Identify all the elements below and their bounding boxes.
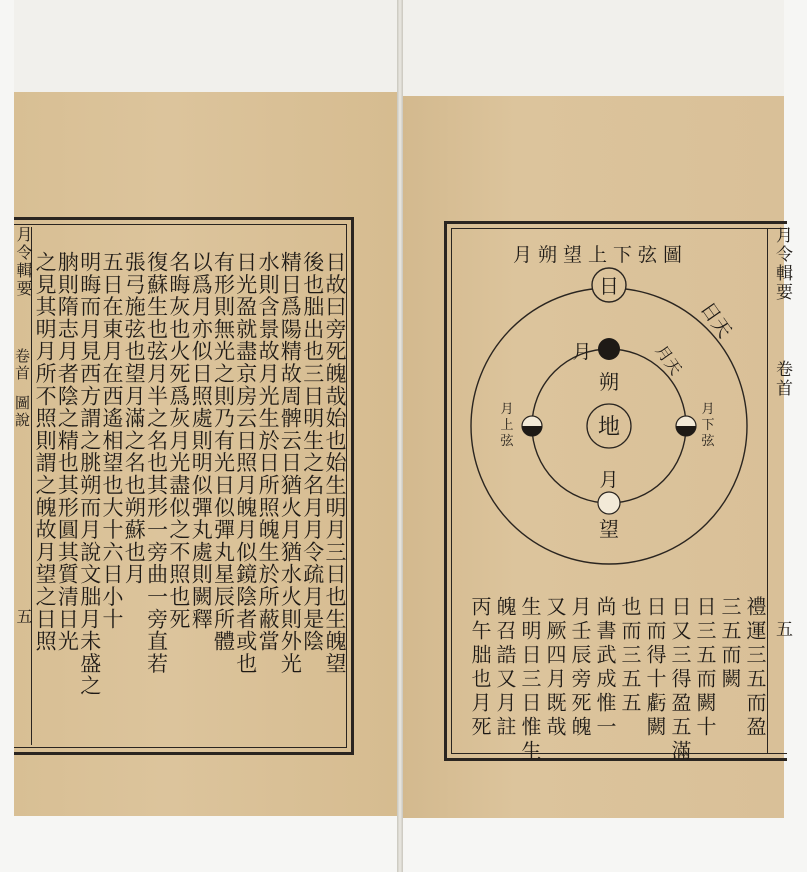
right-text-column: 日而得十虧闕	[643, 596, 667, 740]
sun-label: 日	[599, 274, 619, 298]
left-banxin-section: 圖說	[13, 395, 31, 429]
last-quarter-label-3: 弦	[701, 434, 715, 449]
right-text-column: 魄召誥又月註	[493, 596, 517, 740]
full-moon-moon-label: 月	[599, 469, 619, 491]
right-text-column: 生明日三日惟生	[518, 596, 542, 764]
right-banxin-title: 月令輯要	[772, 226, 792, 302]
left-banxin-title: 月令輯要	[14, 226, 33, 298]
left-text-column: 之見其明月所不照則謂之魄故月望之日照	[33, 251, 58, 653]
diagram-title: 月朔望上下弦圖	[513, 244, 689, 266]
last-quarter-label-2: 下	[701, 418, 715, 433]
new-moon-disc	[598, 338, 620, 360]
left-text-column: 後也朏出也三日明生之名月月令疏月是陰	[300, 251, 325, 653]
left-text-column: 精日爲陽精故周髀云日猶火月猶水火則外光	[278, 251, 303, 675]
right-folio: 五	[772, 620, 792, 639]
right-text-column: 三五而闕	[718, 596, 742, 692]
left-text-column: 明晦而月見西方謂之朓朔而月說文朏月未盛之	[77, 251, 102, 697]
first-quarter-label-1: 月	[500, 402, 514, 417]
left-folio: 五	[14, 608, 33, 626]
left-text-column: 五日在東月在西遙相望也大十六日小十	[100, 251, 124, 631]
right-text-column: 丙午朏也月死	[468, 596, 492, 740]
left-text-column: 有形則無光之則乃有光日似彈丸星辰所體	[211, 251, 236, 653]
left-text-column: 張弓施弦也望月滿之名也朔蘇也月	[122, 251, 147, 586]
earth-label: 地	[597, 415, 621, 440]
left-text-column: 復蘇生也弦月半之名也其形一旁曲一旁直若	[144, 251, 169, 675]
left-text-column: 日光盈就盡京房云日照月魄月似鏡陰者或也	[233, 251, 258, 675]
new-moon-moon-label: 月	[572, 341, 592, 363]
right-text-column: 日三五而闕十	[693, 596, 717, 740]
left-text-column: 名晦灰也火死爲灰月光盡似之不照也死	[166, 251, 191, 631]
right-text-column: 禮運三五而盈	[743, 596, 767, 740]
full-moon-label: 望	[599, 517, 619, 541]
left-text-column: 水則含景故月光生於日所照魄生於所蔽當	[256, 251, 281, 653]
sun-orbit-label: 日天	[695, 298, 736, 343]
left-text-column: 日故曰旁死魄哉始也始生明月三日也生魄望	[323, 251, 347, 675]
left-text-column: 以爲月亦似日照處則明似彈丸處則闕釋	[189, 251, 214, 631]
left-text-column: 朒則隋志月者陰之精也其形圓其質清日光	[55, 251, 80, 653]
last-quarter-label-1: 月	[701, 402, 715, 417]
new-moon-label: 朔	[599, 370, 619, 394]
right-banxin-juan: 卷首	[772, 360, 792, 398]
full-moon-disc	[598, 492, 620, 514]
right-text-column: 又厥四月既哉	[543, 596, 567, 740]
moon-orbit-label: 月天	[651, 341, 686, 379]
first-quarter-label-3: 弦	[500, 434, 514, 449]
first-quarter-label-2: 上	[500, 418, 514, 433]
left-banxin-juan: 卷首	[13, 348, 31, 382]
right-text-column: 也而三五五	[618, 596, 642, 716]
right-text-column: 日又三得盈五滿	[668, 596, 692, 764]
right-text-column: 月壬辰旁死魄	[568, 596, 592, 740]
right-text-column: 尚書武成惟一	[593, 596, 617, 740]
